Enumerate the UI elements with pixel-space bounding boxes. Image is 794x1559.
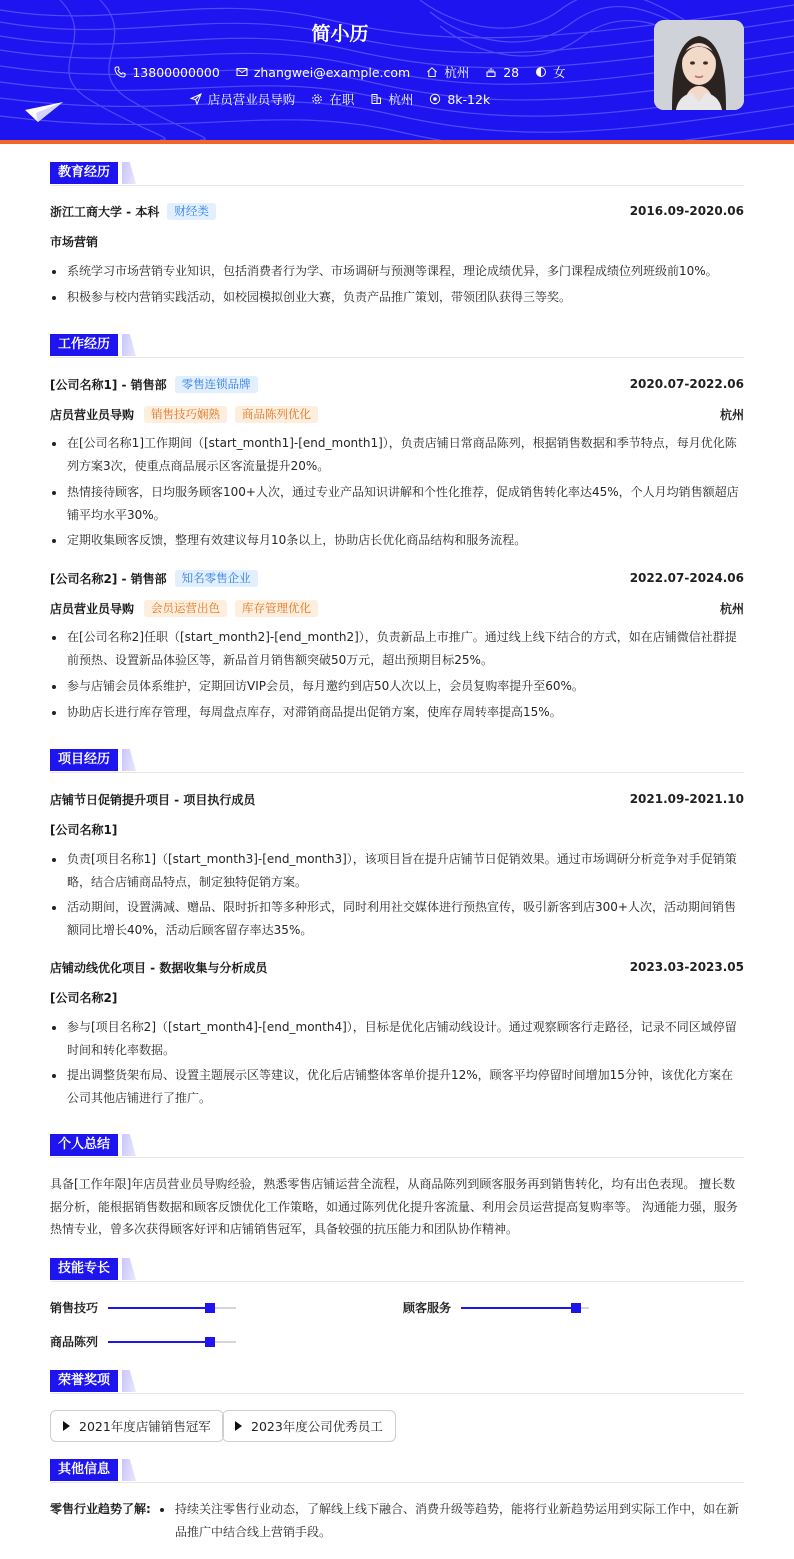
section-title: 技能专长	[50, 1258, 118, 1280]
section-title: 荣誉奖项	[50, 1370, 118, 1392]
job-role-row	[50, 405, 744, 423]
job-date: 2022.07-2024.06	[629, 571, 744, 585]
job-role: 店员营业员导购	[50, 601, 135, 616]
city-item	[370, 90, 413, 108]
section-education	[50, 162, 744, 186]
list-item: 参与店铺会员体系维护，定期回访VIP会员，每月邀约到店50人次以上，会员复购率提升至60%。	[50, 675, 744, 698]
education-major-row	[50, 232, 744, 250]
section-awards	[50, 1370, 744, 1394]
list-item: 负责[项目名称1]（[start_month3]-[end_month3]），该项目旨在提升店铺节日促销效果。通过市场调研分析竞争对手促销策略，结合店铺商品特点，制定独特促销方案。	[50, 848, 744, 894]
header-accent-stripe	[0, 140, 794, 144]
company-tag: 零售连锁品牌	[175, 376, 258, 393]
company-tag: 知名零售企业	[175, 570, 258, 587]
section-tail	[122, 1459, 136, 1481]
status-text: 在职	[329, 92, 355, 107]
skill-tag: 销售技巧娴熟	[144, 406, 227, 423]
summary-text: 具备[工作年限]年店员营业员导购经验，熟悉零售店铺运营全流程，从商品陈列到顾客服务再到销售转化，均有出色表现。 擅长数据分析，能根据销售数据和顾客反馈优化工作策略，如通过陈列优化提升客流量、利用会员运营提高复购率等。 沟通能力强，服务热情专业，曾多次获得顾客好评和店铺销售冠军，具备较强的抗压能力和团队协作精神。	[50, 1177, 738, 1236]
section-tail	[122, 1258, 136, 1280]
skill-bar-fill	[108, 1307, 210, 1309]
email-item	[236, 65, 410, 80]
job-header	[50, 569, 744, 587]
major-name: 市场营销	[50, 234, 99, 249]
position-item	[190, 90, 296, 108]
skill-tag: 会员运营出色	[144, 600, 227, 617]
section-title: 工作经历	[50, 334, 118, 356]
salary-item	[429, 92, 490, 107]
section-tail	[122, 1370, 136, 1392]
section-title: 项目经历	[50, 749, 118, 771]
contact-row	[0, 63, 680, 81]
project-name: 店铺节日促销提升项目 - 项目执行成员	[50, 792, 256, 807]
education-header	[50, 202, 744, 220]
email-text: zhangwei@example.com	[253, 64, 411, 80]
city-text: 杭州	[388, 92, 414, 107]
home-icon	[426, 66, 438, 78]
skill-tag: 商品陈列优化	[235, 406, 318, 423]
section-tail	[122, 334, 136, 356]
section-skills	[50, 1258, 744, 1282]
age-item	[485, 65, 519, 80]
candidate-name: 简小历	[311, 23, 369, 45]
school-tag: 财经类	[167, 203, 216, 220]
status-item	[311, 90, 354, 108]
section-summary	[50, 1134, 744, 1158]
project-company: [公司名称2]	[50, 990, 118, 1005]
project-company-row	[50, 988, 744, 1006]
job-role: 店员营业员导购	[50, 407, 135, 422]
money-icon	[429, 93, 441, 105]
skill-bar	[108, 1307, 236, 1309]
skill-bar-knob	[205, 1337, 215, 1347]
play-icon	[63, 1421, 70, 1431]
job-date: 2020.07-2022.06	[629, 377, 744, 391]
list-item: 协助店长进行库存管理，每周盘点库存，对滞销商品提出促销方案，使库存周转率提高15%。	[50, 701, 744, 724]
project-company-row	[50, 820, 744, 838]
education-date: 2016.09-2020.06	[629, 204, 744, 218]
play-icon	[235, 1421, 242, 1431]
hometown-text: 杭州	[444, 65, 470, 80]
section-title: 个人总结	[50, 1134, 118, 1156]
company-name: [公司名称1] - 销售部	[50, 377, 167, 392]
other-label: 零售行业趋势了解:	[50, 1502, 151, 1516]
skill-bar	[108, 1341, 236, 1343]
job-header	[50, 375, 744, 393]
phone-icon	[114, 66, 126, 78]
salary-text: 8k-12k	[447, 91, 491, 107]
skill-item	[50, 1299, 236, 1316]
skill-bar-knob	[571, 1303, 581, 1313]
paper-plane-logo	[24, 100, 64, 124]
other-text: 持续关注零售行业动态，了解线上线下融合、消费升级等趋势，能将行业新趋势运用到实际工作中，如在新品推广中结合线上营销手段。	[158, 1498, 744, 1544]
resume-header	[0, 0, 794, 140]
award-item	[50, 1410, 224, 1442]
list-item: 在[公司名称2]任职（[start_month2]-[end_month2]），负责新品上市推广。通过线上线下结合的方式，如在店铺微信社群提前预热、设置新品体验区等，新品首月销售额突破50万元，超出预期目标25%。	[50, 626, 744, 672]
skill-name: 顾客服务	[403, 1301, 452, 1315]
gender-text: 女	[553, 65, 566, 80]
age-text: 28	[503, 64, 520, 80]
award-text: 2023年度公司优秀员工	[251, 1419, 383, 1434]
skill-bar-fill	[108, 1341, 210, 1343]
list-item: 热情接待顾客，日均服务顾客100+人次，通过专业产品知识讲解和个性化推荐，促成销售转化率达45%，个人月均销售额超店铺平均水平30%。	[50, 481, 744, 527]
project-header	[50, 958, 744, 976]
skill-name: 销售技巧	[50, 1301, 99, 1315]
gear-icon	[311, 93, 323, 105]
skill-name: 商品陈列	[50, 1335, 99, 1349]
project-name: 店铺动线优化项目 - 数据收集与分析成员	[50, 960, 268, 975]
send-icon	[190, 93, 202, 105]
project-date: 2023.03-2023.05	[629, 960, 744, 974]
section-title: 教育经历	[50, 162, 118, 184]
skill-item	[50, 1333, 236, 1350]
section-tail	[122, 749, 136, 771]
skill-bar-knob	[205, 1303, 215, 1313]
project-company: [公司名称1]	[50, 822, 118, 837]
project-date: 2021.09-2021.10	[629, 792, 744, 806]
phone-item	[114, 65, 219, 80]
list-item: 系统学习市场营销专业知识，包括消费者行为学、市场调研与预测等课程，理论成绩优异，多门课程成绩位列班级前10%。	[50, 260, 744, 283]
section-work	[50, 334, 744, 358]
job-city: 杭州	[719, 601, 744, 616]
skill-bar	[461, 1307, 589, 1309]
company-name: [公司名称2] - 销售部	[50, 571, 167, 586]
award-text: 2021年度店铺销售冠军	[79, 1419, 211, 1434]
project-header	[50, 790, 744, 808]
job-city: 杭州	[719, 407, 744, 422]
position-text: 店员营业员导购	[207, 92, 296, 107]
section-tail	[122, 162, 136, 184]
section-other	[50, 1459, 744, 1483]
avatar-photo	[654, 20, 744, 110]
portrait-image	[654, 20, 744, 110]
hometown-item	[426, 63, 469, 81]
list-item: 参与[项目名称2]（[start_month4]-[end_month4]），目标是优化店铺动线设计。通过观察顾客行走路径，记录不同区域停留时间和转化率数据。	[50, 1016, 744, 1062]
list-item: 提出调整货架布局、设置主题展示区等建议，优化后店铺整体客单价提升12%，顾客平均停留时间增加15分钟，该优化方案在公司其他店铺进行了推广。	[50, 1064, 744, 1110]
mail-icon	[236, 66, 248, 78]
award-item	[222, 1410, 396, 1442]
building-icon	[370, 93, 382, 105]
list-item: 定期收集顾客反馈，整理有效建议每月10条以上，协助店长优化商品结构和服务流程。	[50, 529, 744, 552]
skill-bar-fill	[461, 1307, 576, 1309]
section-title: 其他信息	[50, 1459, 118, 1481]
phone-text: 13800000000	[132, 64, 220, 80]
list-item: 积极参与校内营销实践活动，如校园模拟创业大赛，负责产品推广策划，带领团队获得三等奖。	[50, 286, 744, 309]
section-tail	[122, 1134, 136, 1156]
gender-icon	[535, 66, 547, 78]
job-intent-row	[0, 90, 680, 108]
list-item: 在[公司名称1]工作期间（[start_month1]-[end_month1]），负责店铺日常商品陈列，根据销售数据和季节特点，每月优化陈列方案3次，使重点商品展示区客流量提升20%。	[50, 432, 744, 478]
school-name: 浙江工商大学 - 本科	[50, 204, 160, 219]
section-projects	[50, 749, 744, 773]
job-role-row	[50, 599, 744, 617]
skill-item	[403, 1299, 589, 1316]
cake-icon	[485, 66, 497, 78]
gender-item	[535, 63, 566, 81]
list-item: 活动期间，设置满减、赠品、限时折扣等多种形式，同时利用社交媒体进行预热宣传，吸引新客到店300+人次，活动期间销售额同比增长40%，活动后顾客留存率达35%。	[50, 896, 744, 942]
skill-tag: 库存管理优化	[235, 600, 318, 617]
